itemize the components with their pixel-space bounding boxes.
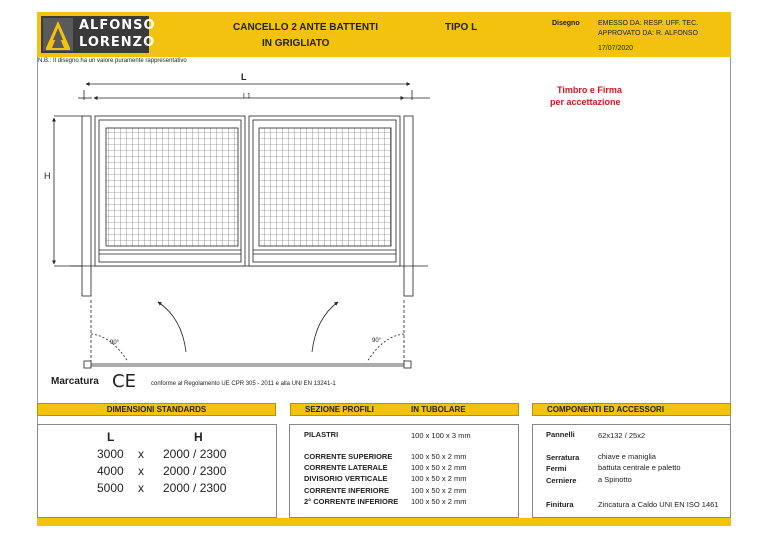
title-line1: CANCELLO 2 ANTE BATTENTI [233,22,378,33]
dim-col-h: H [194,430,203,444]
component-value: Zincatura a Caldo UNI EN ISO 1461 [598,500,719,509]
ce-mark: CE [112,371,136,392]
profile-value: 100 x 50 x 2 mm [411,497,467,506]
logo-line2: LORENZO [79,35,156,50]
component-name: Finitura [546,500,574,509]
dim-row-x: x [138,481,144,495]
profile-value: 100 x 50 x 2 mm [411,452,467,461]
dimensions-header: DIMENSIONI STANDARDS [37,403,276,416]
dim-row-x: x [138,447,144,461]
component-value: chiave e maniglia [598,452,656,461]
component-name: Cerniere [546,476,577,485]
profile-value: 100 x 100 x 3 mm [411,431,471,440]
dim-row-l: 5000 [97,481,124,495]
dim-row-h: 2000 / 2300 [163,464,227,478]
disegno-label: Disegno [552,20,580,27]
component-value: 62x132 / 25x2 [598,431,646,440]
dimensions-table [37,424,277,518]
dim-col-l: L [107,430,115,444]
profile-value: 100 x 50 x 2 mm [411,474,467,483]
disclaimer-note: N.B.: Il disegno ha un valore puramente rappresentativo [38,58,187,64]
logo-line1: ALFONSO [79,18,156,33]
component-name: Pannelli [546,430,575,439]
title-line2: IN GRIGLIATO [262,38,330,49]
angle-right-label: 90° [372,338,382,344]
dim-row-l: 3000 [97,447,124,461]
component-value: battuta centrale e paletto [598,463,681,472]
profiles-title: SEZIONE PROFILI [305,405,374,414]
dim-row-l: 4000 [97,464,124,478]
profile-name: CORRENTE INFERIORE [304,486,390,495]
stamp-line1: Timbro e Firma [557,85,622,95]
profile-name: 2° CORRENTE INFERIORE [304,497,399,506]
component-name: Fermi [546,464,567,473]
stamp-line2: per accettazione [550,97,621,107]
component-value: a Spinotto [598,475,632,484]
marking-text: conforme al Regolamento UE CPR 305 - 2011 e alla UNI EN 13241-1 [151,381,336,387]
profile-name: DIVISORIO VERTICALE [304,474,388,483]
profile-name: PILASTRI [304,430,339,439]
date-text: 17/07/2020 [598,45,634,52]
profiles-subtitle: IN TUBOLARE [411,405,466,414]
approvato-text: APPROVATO DA: R. ALFONSO [598,30,698,37]
dim-row-h: 2000 / 2300 [163,447,227,461]
profile-value: 100 x 50 x 2 mm [411,463,467,472]
emesso-text: EMESSO DA: RESP. UFF. TEC. [598,20,699,27]
dim-row-x: x [138,464,144,478]
profile-value: 100 x 50 x 2 mm [411,486,467,495]
profile-name: CORRENTE LATERALE [304,463,388,472]
component-name: Serratura [546,453,580,462]
dim-l-label: L [241,72,247,82]
dim-h-label: H [44,171,51,181]
components-header: COMPONENTI ED ACCESSORI [532,403,731,416]
tipo-label: TIPO L [445,22,478,33]
dim-row-h: 2000 / 2300 [163,481,227,495]
marking-label: Marcatura [51,376,99,387]
dim-l1-label: L1 [243,93,251,100]
profiles-header [290,403,519,416]
profile-name: CORRENTE SUPERIORE [304,452,393,461]
angle-left-label: 90° [110,340,120,346]
footer-band [37,518,731,526]
